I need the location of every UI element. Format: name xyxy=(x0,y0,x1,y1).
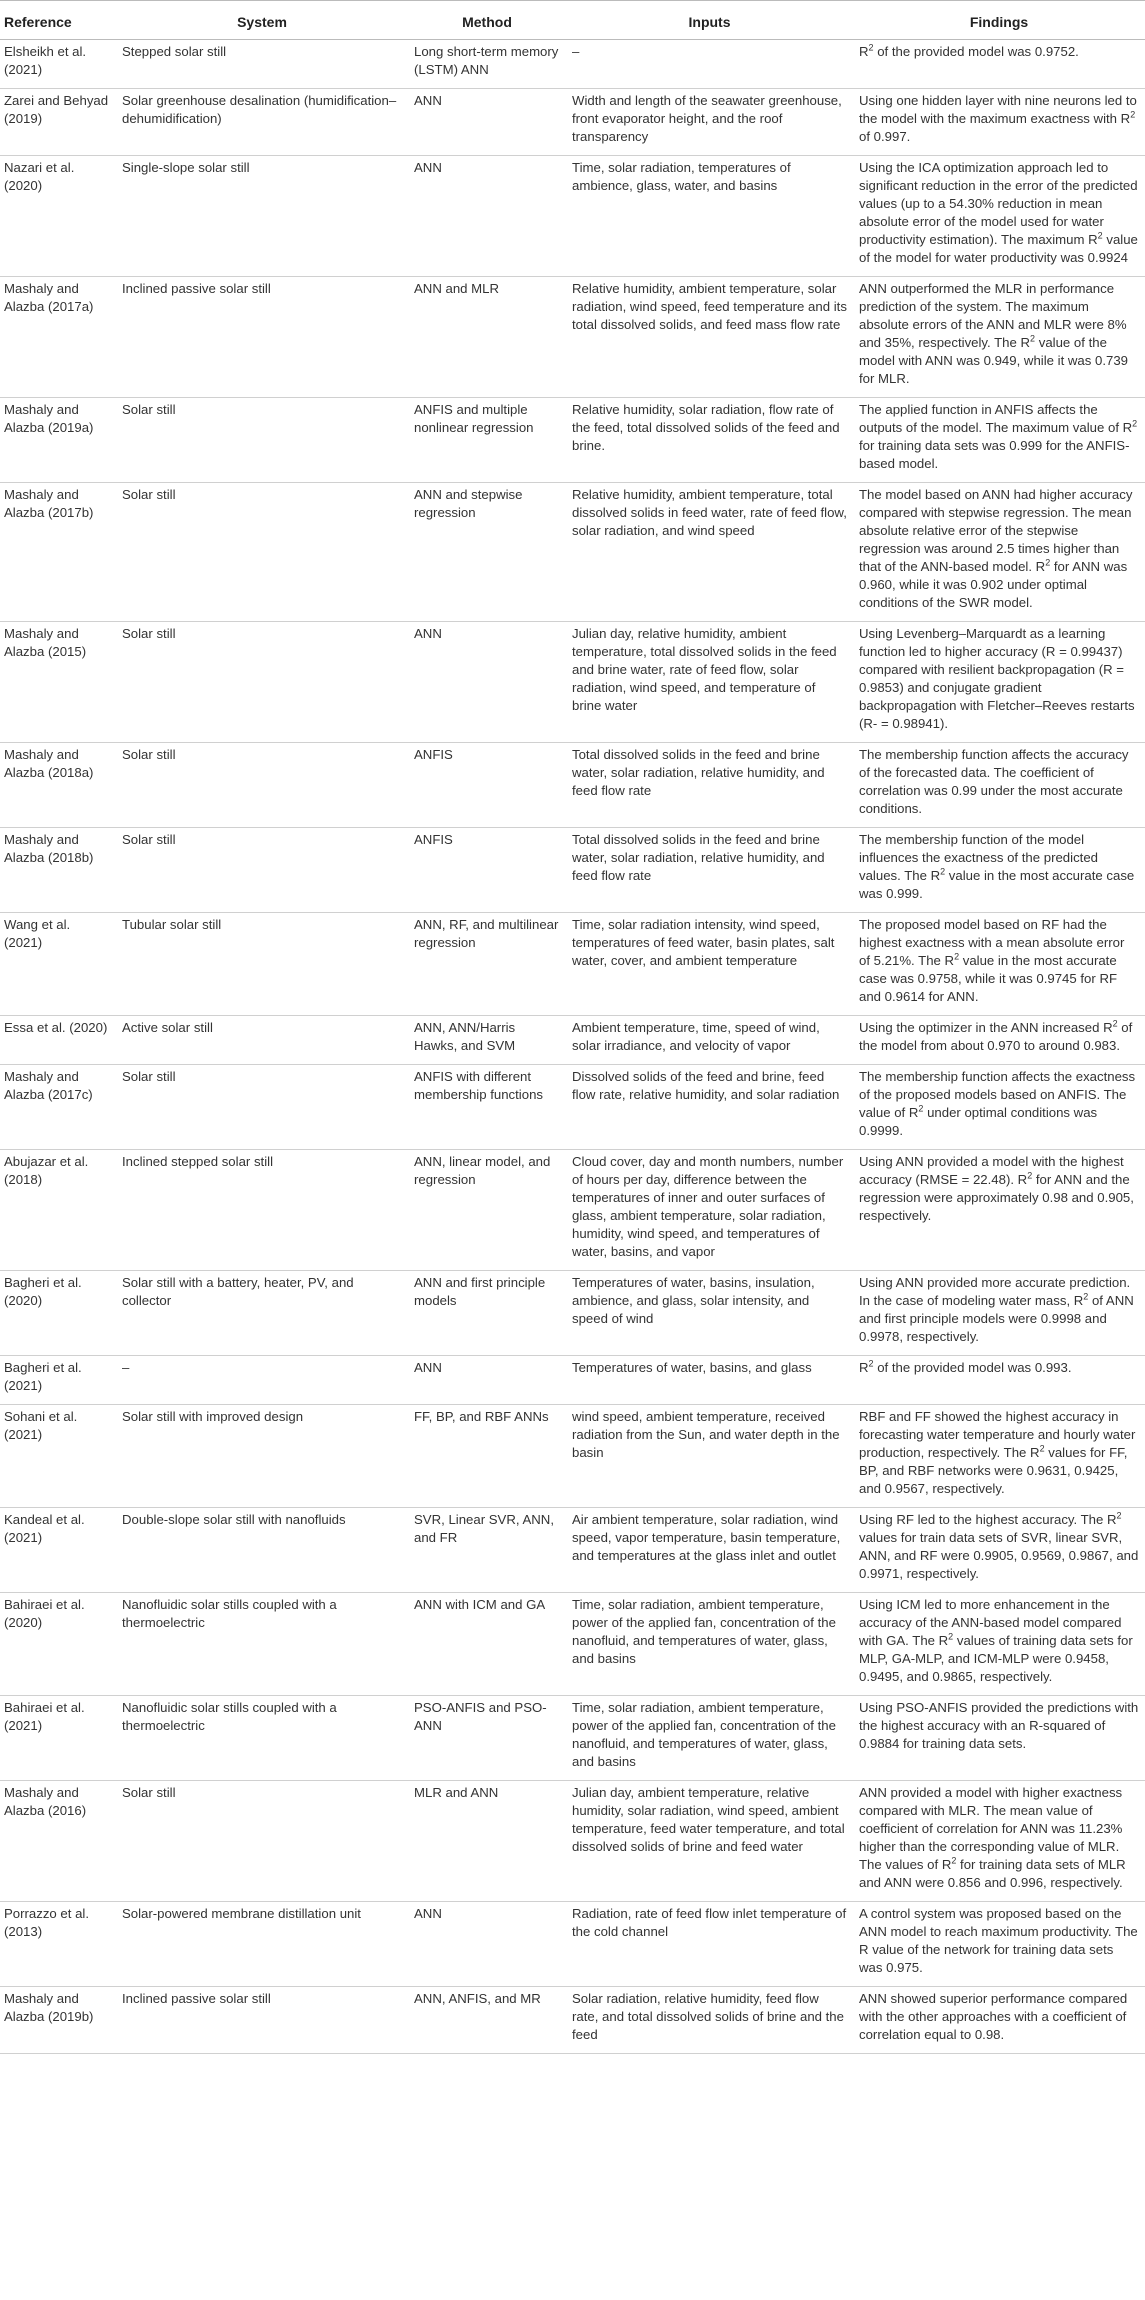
cell-findings: The applied function in ANFIS affects the outputs of the model. The maximum value of $R^2$ for training data sets was 0.999 for the ANFIS-based model. xyxy=(853,398,1145,483)
cell-method: ANFIS and multiple nonlinear regression xyxy=(408,398,566,483)
cell-findings: ANN showed superior performance compared with the other approaches with a coefficient of correlation equal to 0.98. xyxy=(853,1987,1145,2054)
cell-inputs: Temperatures of water, basins, and glass xyxy=(566,1356,853,1405)
cell-reference: Wang et al. (2021) xyxy=(0,913,116,1016)
cell-inputs: Temperatures of water, basins, insulation, ambience, and glass, solar intensity, and speed of wind xyxy=(566,1271,853,1356)
cell-reference: Bahiraei et al. (2020) xyxy=(0,1593,116,1696)
cell-system: Solar still xyxy=(116,743,408,828)
cell-system: Inclined passive solar still xyxy=(116,277,408,398)
cell-findings: The membership function affects the exactness of the proposed models based on ANFIS. The value of $R^2$ under optimal conditions was 0.9999. xyxy=(853,1065,1145,1150)
cell-inputs: – xyxy=(566,40,853,89)
cell-inputs: Dissolved solids of the feed and brine, feed flow rate, relative humidity, and solar radiation xyxy=(566,1065,853,1150)
table-row xyxy=(0,1987,1145,2054)
cell-inputs: Solar radiation, relative humidity, feed flow rate, and total dissolved solids of brine and the feed xyxy=(566,1987,853,2054)
cell-reference: Essa et al. (2020) xyxy=(0,1016,116,1065)
cell-system: Inclined stepped solar still xyxy=(116,1150,408,1271)
cell-method: FF, BP, and RBF ANNs xyxy=(408,1405,566,1508)
cell-system: Double-slope solar still with nanofluids xyxy=(116,1508,408,1593)
cell-findings: A control system was proposed based on the ANN model to reach maximum productivity. The R value of the network for training data sets was 0.975. xyxy=(853,1902,1145,1987)
cell-system: Solar greenhouse desalination (humidification–dehumidification) xyxy=(116,89,408,156)
cell-system: Solar-powered membrane distillation unit xyxy=(116,1902,408,1987)
table-row xyxy=(0,277,1145,398)
cell-inputs: Julian day, relative humidity, ambient temperature, total dissolved solids in the feed and brine water, rate of feed flow, solar radiation, wind speed, and temperature of brine water xyxy=(566,622,853,743)
cell-method: Long short-term memory (LSTM) ANN xyxy=(408,40,566,89)
cell-findings: $R^2$ of the provided model was 0.993. xyxy=(853,1356,1145,1405)
cell-findings: The membership function of the model influences the exactness of the predicted values. The $R^2$ value in the most accurate case was 0.999. xyxy=(853,828,1145,913)
cell-method: ANN, ANFIS, and MR xyxy=(408,1987,566,2054)
table-row xyxy=(0,1781,1145,1902)
table-row xyxy=(0,1902,1145,1987)
header-inputs: Inputs xyxy=(566,1,853,40)
cell-method: ANN with ICM and GA xyxy=(408,1593,566,1696)
cell-findings: ANN outperformed the MLR in performance prediction of the system. The maximum absolute errors of the ANN and MLR were 8% and 35%, respectively. The $R^2$ value of the model with ANN was 0.949, while it was 0.739 for MLR. xyxy=(853,277,1145,398)
cell-reference: Sohani et al. (2021) xyxy=(0,1405,116,1508)
cell-inputs: wind speed, ambient temperature, received radiation from the Sun, and water depth in the basin xyxy=(566,1405,853,1508)
cell-system: Nanofluidic solar stills coupled with a thermoelectric xyxy=(116,1696,408,1781)
cell-reference: Mashaly and Alazba (2017a) xyxy=(0,277,116,398)
cell-reference: Mashaly and Alazba (2017b) xyxy=(0,483,116,622)
cell-reference: Zarei and Behyad (2019) xyxy=(0,89,116,156)
cell-system: Solar still with a battery, heater, PV, and collector xyxy=(116,1271,408,1356)
cell-reference: Bagheri et al. (2021) xyxy=(0,1356,116,1405)
table-row xyxy=(0,622,1145,743)
cell-system: Inclined passive solar still xyxy=(116,1987,408,2054)
cell-method: MLR and ANN xyxy=(408,1781,566,1902)
cell-findings: Using the optimizer in the ANN increased $R^2$ of the model from about 0.970 to around 0.983. xyxy=(853,1016,1145,1065)
table-row xyxy=(0,913,1145,1016)
cell-system: Solar still xyxy=(116,622,408,743)
cell-inputs: Radiation, rate of feed flow inlet temperature of the cold channel xyxy=(566,1902,853,1987)
cell-findings: RBF and FF showed the highest accuracy in forecasting water temperature and hourly water production, respectively. The $R^2$ values for FF, BP, and RBF networks were 0.9631, 0.9425, and 0.9567, respectively. xyxy=(853,1405,1145,1508)
cell-inputs: Total dissolved solids in the feed and brine water, solar radiation, relative humidity, and feed flow rate xyxy=(566,743,853,828)
cell-method: ANN, RF, and multilinear regression xyxy=(408,913,566,1016)
cell-system: Tubular solar still xyxy=(116,913,408,1016)
cell-reference: Bagheri et al. (2020) xyxy=(0,1271,116,1356)
header-reference: Reference xyxy=(0,1,116,40)
cell-inputs: Relative humidity, solar radiation, flow rate of the feed, total dissolved solids of the feed and brine. xyxy=(566,398,853,483)
cell-reference: Abujazar et al. (2018) xyxy=(0,1150,116,1271)
cell-inputs: Width and length of the seawater greenhouse, front evaporator height, and the roof transparency xyxy=(566,89,853,156)
cell-reference: Nazari et al. (2020) xyxy=(0,156,116,277)
cell-system: Solar still xyxy=(116,398,408,483)
cell-findings: Using ICM led to more enhancement in the accuracy of the ANN-based model compared with GA. The $R^2$ values of training data sets for MLP, GA-MLP, and ICM-MLP were 0.9458, 0.9495, and 0.9865, respectively. xyxy=(853,1593,1145,1696)
cell-findings: The proposed model based on RF had the highest exactness with a mean absolute error of 5.21%. The $R^2$ value in the most accurate case was 0.9758, while it was 0.9745 for RF and 0.9614 for ANN. xyxy=(853,913,1145,1016)
cell-findings: Using Levenberg–Marquardt as a learning function led to higher accuracy (R = 0.99437) compared with resilient backpropagation (R = 0.9853) and conjugate gradient backpropagation with Fletcher–Reeves restarts (R- = 0.98941). xyxy=(853,622,1145,743)
cell-reference: Mashaly and Alazba (2016) xyxy=(0,1781,116,1902)
cell-method: ANN xyxy=(408,89,566,156)
cell-system: Active solar still xyxy=(116,1016,408,1065)
table-body xyxy=(0,40,1145,2054)
cell-system: Single-slope solar still xyxy=(116,156,408,277)
table-row xyxy=(0,1508,1145,1593)
table-row xyxy=(0,156,1145,277)
cell-method: ANN and MLR xyxy=(408,277,566,398)
cell-system: Stepped solar still xyxy=(116,40,408,89)
cell-method: ANN and stepwise regression xyxy=(408,483,566,622)
cell-reference: Mashaly and Alazba (2019a) xyxy=(0,398,116,483)
cell-reference: Mashaly and Alazba (2017c) xyxy=(0,1065,116,1150)
header-findings: Findings xyxy=(853,1,1145,40)
table-row xyxy=(0,828,1145,913)
table-row xyxy=(0,1016,1145,1065)
cell-method: ANN, linear model, and regression xyxy=(408,1150,566,1271)
cell-method: ANN xyxy=(408,622,566,743)
table-header-row xyxy=(0,1,1145,40)
cell-system: Nanofluidic solar stills coupled with a thermoelectric xyxy=(116,1593,408,1696)
cell-inputs: Time, solar radiation, ambient temperature, power of the applied fan, concentration of the nanofluid, and temperatures of water, glass, and basins xyxy=(566,1593,853,1696)
cell-inputs: Total dissolved solids in the feed and brine water, solar radiation, relative humidity, and feed flow rate xyxy=(566,828,853,913)
cell-method: ANN xyxy=(408,156,566,277)
cell-inputs: Julian day, ambient temperature, relative humidity, solar radiation, wind speed, ambient temperature, feed water temperature, and total dissolved solids of brine and feed water xyxy=(566,1781,853,1902)
cell-reference: Kandeal et al. (2021) xyxy=(0,1508,116,1593)
cell-reference: Mashaly and Alazba (2018a) xyxy=(0,743,116,828)
cell-findings: The model based on ANN had higher accuracy compared with stepwise regression. The mean absolute relative error of the stepwise regression was around 2.5 times higher than that of the ANN-based model. $R^2$ for ANN was 0.960, while it was 0.902 under optimal conditions of the SWR model. xyxy=(853,483,1145,622)
table-row xyxy=(0,1593,1145,1696)
cell-inputs: Air ambient temperature, solar radiation, wind speed, vapor temperature, basin temperature, and temperatures at the glass inlet and outlet xyxy=(566,1508,853,1593)
table-row xyxy=(0,1150,1145,1271)
cell-inputs: Time, solar radiation intensity, wind speed, temperatures of feed water, basin plates, salt water, cover, and ambient temperature xyxy=(566,913,853,1016)
cell-reference: Elsheikh et al. (2021) xyxy=(0,40,116,89)
cell-inputs: Ambient temperature, time, speed of wind, solar irradiance, and velocity of vapor xyxy=(566,1016,853,1065)
cell-findings: $R^2$ of the provided model was 0.9752. xyxy=(853,40,1145,89)
cell-system: Solar still xyxy=(116,1065,408,1150)
cell-findings: The membership function affects the accuracy of the forecasted data. The coefficient of correlation was 0.99 under the most accurate conditions. xyxy=(853,743,1145,828)
cell-system: – xyxy=(116,1356,408,1405)
cell-findings: ANN provided a model with higher exactness compared with MLR. The mean value of coefficient of correlation for ANN was 11.23% higher than the corresponding value of MLR. The values of $R^2$ for training data sets of MLR and ANN were 0.856 and 0.996, respectively. xyxy=(853,1781,1145,1902)
table-row xyxy=(0,1356,1145,1405)
cell-reference: Mashaly and Alazba (2018b) xyxy=(0,828,116,913)
cell-inputs: Relative humidity, ambient temperature, solar radiation, wind speed, feed temperature and its total dissolved solids, and feed mass flow rate xyxy=(566,277,853,398)
table-row xyxy=(0,40,1145,89)
cell-system: Solar still xyxy=(116,1781,408,1902)
table-row xyxy=(0,483,1145,622)
cell-inputs: Time, solar radiation, temperatures of ambience, glass, water, and basins xyxy=(566,156,853,277)
table-row xyxy=(0,1065,1145,1150)
cell-system: Solar still xyxy=(116,828,408,913)
cell-inputs: Cloud cover, day and month numbers, number of hours per day, difference between the temperatures of inner and outer surfaces of glass, ambient temperature, solar radiation, humidity, wind speed, and temperatures of water, basins, and vapor xyxy=(566,1150,853,1271)
cell-reference: Bahiraei et al. (2021) xyxy=(0,1696,116,1781)
cell-method: ANN xyxy=(408,1902,566,1987)
cell-findings: Using the ICA optimization approach led to significant reduction in the error of the predicted values (up to a 54.30% reduction in mean absolute error of the model used for water productivity estimation). The maximum $R^2$ value of the model for water productivity was 0.9924 xyxy=(853,156,1145,277)
cell-method: ANFIS xyxy=(408,828,566,913)
table-row xyxy=(0,89,1145,156)
cell-system: Solar still xyxy=(116,483,408,622)
cell-inputs: Relative humidity, ambient temperature, total dissolved solids in feed water, rate of feed flow, solar radiation, and wind speed xyxy=(566,483,853,622)
cell-findings: Using RF led to the highest accuracy. The $R^2$ values for train data sets of SVR, linear SVR, ANN, and RF were 0.9905, 0.9569, 0.9867, and 0.9971, respectively. xyxy=(853,1508,1145,1593)
cell-method: ANFIS xyxy=(408,743,566,828)
header-method: Method xyxy=(408,1,566,40)
table-row xyxy=(0,1271,1145,1356)
cell-reference: Mashaly and Alazba (2019b) xyxy=(0,1987,116,2054)
cell-findings: Using one hidden layer with nine neurons led to the model with the maximum exactness with $R^2$ of 0.997. xyxy=(853,89,1145,156)
cell-system: Solar still with improved design xyxy=(116,1405,408,1508)
table-row xyxy=(0,743,1145,828)
cell-method: ANN xyxy=(408,1356,566,1405)
cell-reference: Porrazzo et al. (2013) xyxy=(0,1902,116,1987)
table-row xyxy=(0,1696,1145,1781)
cell-findings: Using ANN provided a model with the highest accuracy (RMSE = 22.48). $R^2$ for ANN and the regression were approximately 0.98 and 0.905, respectively. xyxy=(853,1150,1145,1271)
header-system: System xyxy=(116,1,408,40)
cell-method: ANN, ANN/Harris Hawks, and SVM xyxy=(408,1016,566,1065)
cell-method: PSO-ANFIS and PSO-ANN xyxy=(408,1696,566,1781)
cell-method: ANFIS with different membership functions xyxy=(408,1065,566,1150)
cell-findings: Using PSO-ANFIS provided the predictions with the highest accuracy with an R-squared of 0.9884 for training data sets. xyxy=(853,1696,1145,1781)
cell-method: SVR, Linear SVR, ANN, and FR xyxy=(408,1508,566,1593)
cell-findings: Using ANN provided more accurate prediction. In the case of modeling water mass, $R^2$ of ANN and first principle models were 0.9998 and 0.9978, respectively. xyxy=(853,1271,1145,1356)
cell-reference: Mashaly and Alazba (2015) xyxy=(0,622,116,743)
table-row xyxy=(0,1405,1145,1508)
table-row xyxy=(0,398,1145,483)
cell-method: ANN and first principle models xyxy=(408,1271,566,1356)
cell-inputs: Time, solar radiation, ambient temperature, power of the applied fan, concentration of the nanofluid, and temperatures of water, glass, and basins xyxy=(566,1696,853,1781)
